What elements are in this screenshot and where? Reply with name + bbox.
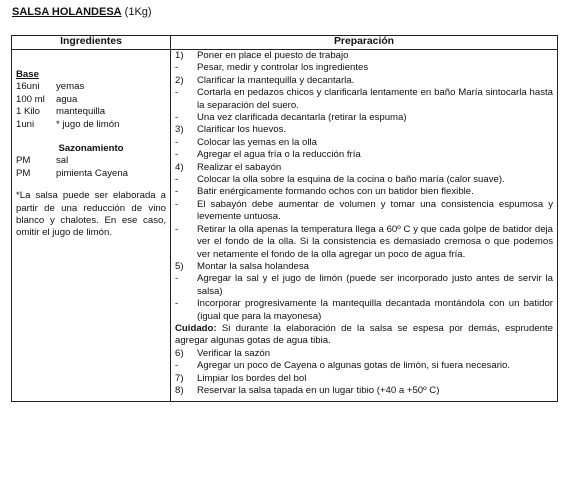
substep-text: Batir enérgicamente formando ochos con un batidor bien flexible. xyxy=(197,186,474,198)
step-text: Realizar el sabayón xyxy=(197,161,282,173)
care-label: Cuidado: xyxy=(175,322,217,334)
recipe-title-suffix: (1Kg) xyxy=(121,6,152,18)
ingredient-row xyxy=(16,155,166,167)
base-heading: Base xyxy=(16,69,39,80)
ingredients-cell xyxy=(12,50,171,402)
substep-text: Una vez clarificada decantarla (retirar la espuma) xyxy=(197,112,407,124)
substep-text: Pesar, medir y controlar los ingredientes xyxy=(197,62,369,74)
substep-item xyxy=(175,62,553,74)
seasoning-list xyxy=(16,155,166,180)
bullet-dash: - xyxy=(175,186,179,198)
care-note xyxy=(175,323,553,348)
substep-item xyxy=(175,112,553,124)
step-number: 1) xyxy=(175,50,184,61)
preparation-header: Preparación xyxy=(171,36,558,50)
step-text: Montar la salsa holandesa xyxy=(197,260,309,272)
ingredient-qty: 100 ml xyxy=(16,93,45,105)
step-item xyxy=(175,124,553,136)
step-text: Clarificar la mantequilla y decantarla. xyxy=(197,74,355,86)
ingredient-name: sal xyxy=(56,155,69,167)
steps-after-list xyxy=(175,348,553,398)
step-item xyxy=(175,261,553,273)
substep-item xyxy=(175,186,553,198)
bullet-dash: - xyxy=(175,174,179,186)
substep-item xyxy=(175,199,553,224)
substep-text: Agregar un poco de Cayena o algunas gotas de limón, si fuera necesario. xyxy=(197,360,511,372)
bullet-dash: - xyxy=(175,62,179,74)
recipe-table xyxy=(11,35,558,402)
ingredient-name: mantequilla xyxy=(56,106,106,118)
bullet-dash: - xyxy=(175,136,179,148)
bullet-dash: - xyxy=(175,273,179,285)
preparation-cell xyxy=(171,50,558,402)
recipe-title xyxy=(12,6,152,18)
ingredient-qty: 1uni xyxy=(16,118,35,130)
substep-text: Agregar el agua fría o la reducción fría xyxy=(197,149,361,161)
ingredient-row xyxy=(16,168,166,180)
ingredient-name: pimienta Cayena xyxy=(56,167,128,179)
bullet-dash: - xyxy=(175,87,179,99)
substep-item xyxy=(175,298,553,323)
step-number: 2) xyxy=(175,74,184,86)
step-text: Reservar la salsa tapada en un lugar tibio (+40 a +50º C) xyxy=(197,384,440,396)
step-item xyxy=(175,373,553,385)
base-list xyxy=(16,81,166,131)
step-number: 3) xyxy=(175,124,184,136)
ingredient-qty: PM xyxy=(16,155,31,167)
substep-text: Colocar la olla sobre la esquina de la cocina o baño maría (calor suave). xyxy=(197,174,505,186)
step-number: 7) xyxy=(175,372,184,384)
step-item xyxy=(175,348,553,360)
bullet-dash: - xyxy=(175,149,179,161)
ingredients-header: Ingredientes xyxy=(12,36,171,50)
step-number: 6) xyxy=(175,347,184,359)
substep-item xyxy=(175,273,553,298)
ingredient-row xyxy=(16,81,166,93)
substep-text: Agregar la sal y el jugo de limón (puede ser incorporado justo antes de servir la salsa) xyxy=(197,273,553,297)
substep-item xyxy=(175,149,553,161)
bullet-dash: - xyxy=(175,360,179,372)
care-text: Si durante la elaboración de la salsa se espesa por demás, esprudente agregar algunas gotas de agua tibia. xyxy=(175,322,553,347)
substep-item xyxy=(175,174,553,186)
recipe-note: *La salsa puede ser elaborada a partir de una reducción de vino blanco y chalotes. En ese caso, omitir el jugo de limón. xyxy=(16,190,166,239)
ingredient-row xyxy=(16,106,166,118)
step-text: Limpiar los bordes del bol xyxy=(197,372,307,384)
bullet-dash: - xyxy=(175,198,179,210)
step-number: 8) xyxy=(175,384,184,396)
ingredient-qty: PM xyxy=(16,167,31,179)
substep-text: Retirar la olla apenas la temperatura llega a 60º C y que cada golpe de batidor deja ver el fondo de la olla. Si la consistencia es demasiado cremosa o que podemos ver netamente el fondo de la olla agregar un poco de agua fría. xyxy=(197,223,553,260)
substep-item xyxy=(175,224,553,261)
step-text: Clarificar los huevos. xyxy=(197,124,287,136)
substep-item xyxy=(175,360,553,372)
substep-text: Colocar las yemas en la olla xyxy=(197,136,317,148)
substep-item xyxy=(175,137,553,149)
step-number: 5) xyxy=(175,260,184,272)
ingredient-name: * jugo de limón xyxy=(56,118,120,130)
table-body-row xyxy=(12,50,558,402)
ingredient-qty: 16uni xyxy=(16,81,40,93)
ingredient-qty: 1 Kilo xyxy=(16,106,40,118)
ingredient-row xyxy=(16,119,166,131)
step-item xyxy=(175,385,553,397)
bullet-dash: - xyxy=(175,298,179,310)
step-item xyxy=(175,162,553,174)
step-number: 4) xyxy=(175,161,184,173)
ingredient-name: yemas xyxy=(56,81,85,93)
step-text: Verificar la sazón xyxy=(197,347,271,359)
substep-text: El sabayón debe aumentar de volumen y tomar una consistencia espumosa y levemente untuosa. xyxy=(197,198,553,223)
ingredient-name: agua xyxy=(56,93,78,105)
substep-item xyxy=(175,87,553,112)
step-item xyxy=(175,50,553,62)
substep-text: Cortarla en pedazos chicos y clarificarla lentamente en baño María sintocarla hasta la separación del suero. xyxy=(197,87,553,111)
steps-list xyxy=(175,50,553,323)
bullet-dash: - xyxy=(175,112,179,124)
recipe-title-main: SALSA HOLANDESA xyxy=(12,6,122,18)
step-text: Poner en place el puesto de trabajo xyxy=(197,50,349,61)
ingredient-row xyxy=(16,94,166,106)
step-item xyxy=(175,75,553,87)
bullet-dash: - xyxy=(175,223,179,235)
seasoning-heading: Sazonamiento xyxy=(58,143,124,155)
table-header-row xyxy=(12,36,558,50)
substep-text: Incorporar progresivamente la mantequilla decantada montándola con un batidor (igual que para la mayonesa) xyxy=(197,298,553,322)
